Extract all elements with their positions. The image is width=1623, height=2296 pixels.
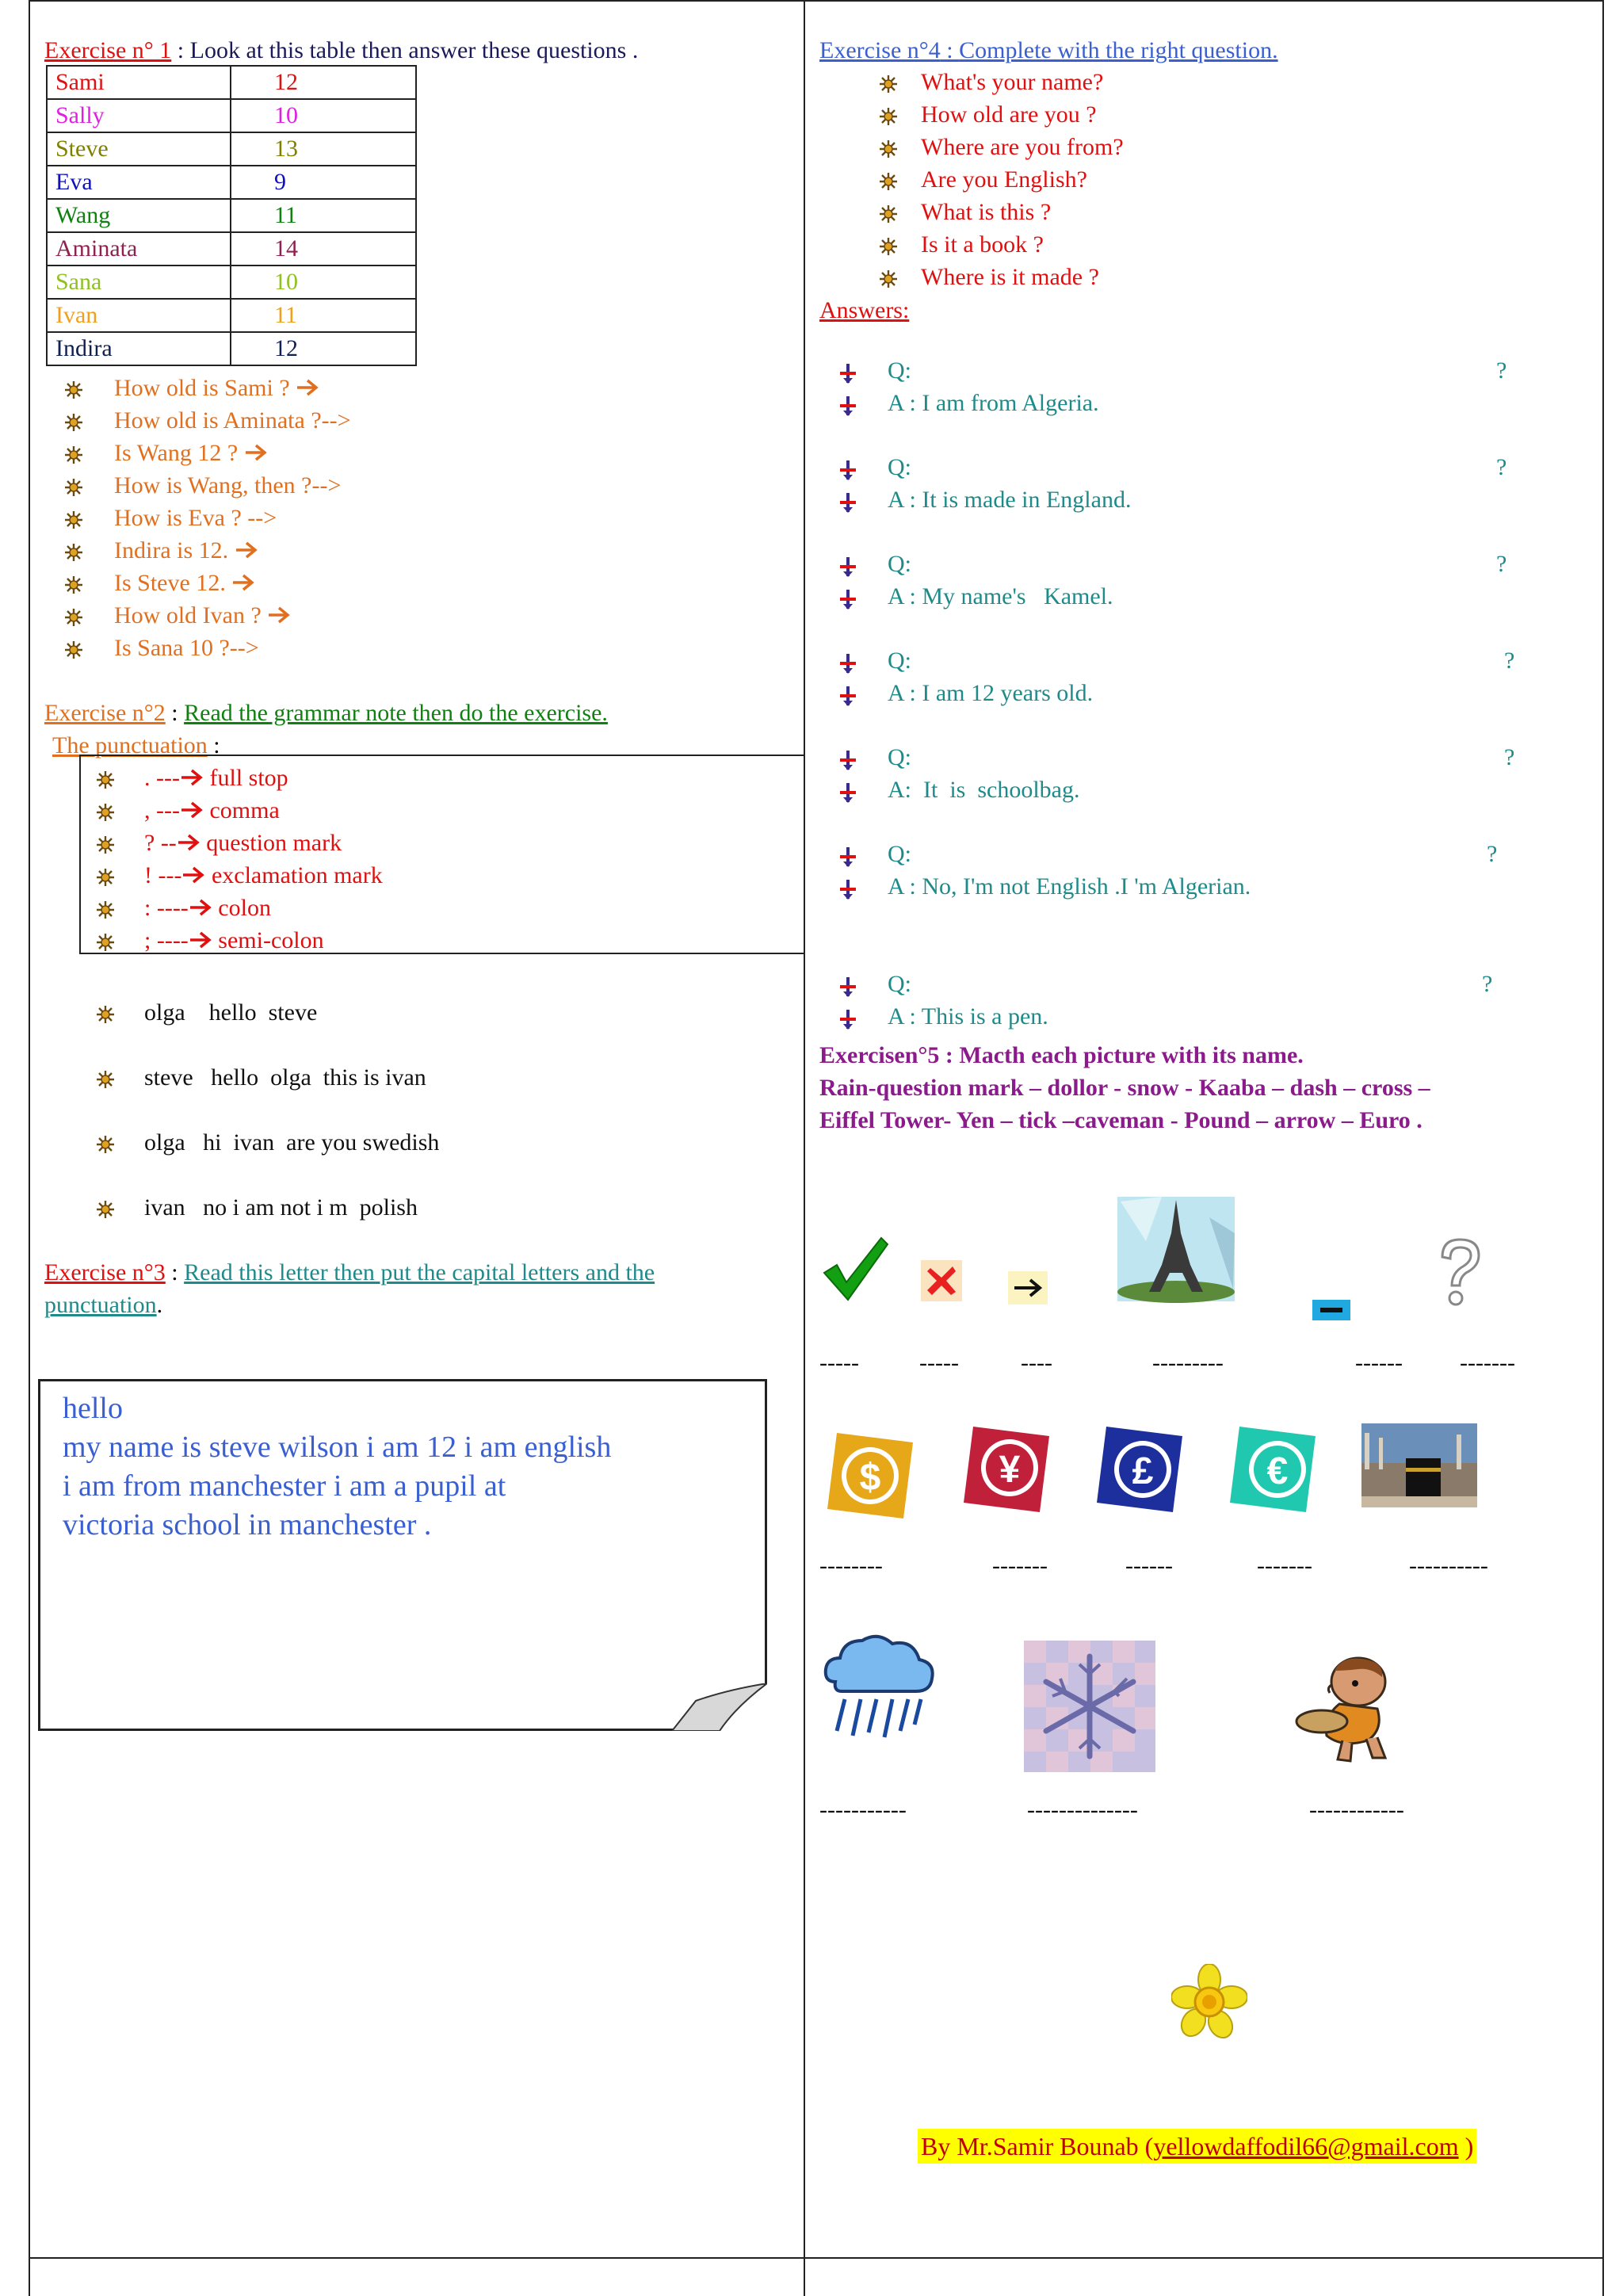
question-prefix: Q: bbox=[888, 744, 911, 770]
star-bullet-icon bbox=[878, 266, 899, 287]
ages-table-row bbox=[47, 332, 416, 365]
student-name: Sally bbox=[47, 99, 231, 132]
ages-table-row bbox=[47, 166, 416, 199]
student-age: 14 bbox=[231, 232, 416, 266]
answer-line bbox=[819, 678, 1093, 710]
right-arrow-icon bbox=[189, 926, 212, 946]
right-arrow-icon bbox=[244, 439, 268, 458]
answer-blank[interactable]: ------- bbox=[1460, 1350, 1515, 1376]
answer-text: A : My name's Kamel. bbox=[888, 583, 1113, 609]
star-bullet-icon bbox=[878, 234, 899, 254]
ages-table-row bbox=[47, 232, 416, 266]
student-name: Sana bbox=[47, 266, 231, 299]
ex4-question-item-text: What is this ? bbox=[921, 199, 1052, 225]
star-bullet-icon bbox=[95, 767, 116, 788]
exercise-4-title: Complete with the right question. bbox=[959, 37, 1278, 63]
star-bullet-icon bbox=[95, 832, 116, 853]
answer-line bbox=[819, 774, 1079, 807]
exercise-2-heading bbox=[44, 697, 608, 729]
ages-table-row bbox=[47, 66, 416, 99]
letter-line: i am from manchester i am a pupil at bbox=[63, 1469, 506, 1503]
punctuation-line bbox=[144, 762, 288, 794]
pound-symbol: £ bbox=[1132, 1450, 1154, 1492]
question-mark: ? bbox=[1496, 454, 1507, 480]
question-mark: ? bbox=[1487, 841, 1498, 867]
question-item-text: How old Ivan ? bbox=[114, 600, 291, 632]
colon: : bbox=[207, 732, 220, 758]
author-credit bbox=[918, 2129, 1476, 2164]
answer-blank[interactable]: ---- bbox=[1021, 1350, 1052, 1376]
question-line bbox=[819, 548, 1507, 581]
star-bullet-icon bbox=[63, 410, 84, 430]
student-age: 10 bbox=[231, 266, 416, 299]
ages-table-row bbox=[47, 99, 416, 132]
qa-pair bbox=[819, 355, 1507, 420]
exercise-4-heading bbox=[819, 35, 1278, 67]
pin-bullet-icon bbox=[837, 651, 859, 674]
right-arrow-icon bbox=[180, 764, 204, 783]
answer-blank[interactable]: -------------- bbox=[1027, 1797, 1138, 1823]
question-mark: ? bbox=[1482, 971, 1493, 997]
answer-line bbox=[819, 388, 1099, 420]
dollar-icon bbox=[821, 1427, 919, 1525]
punctuation-name: question mark bbox=[200, 830, 342, 856]
right-arrow-icon bbox=[267, 602, 291, 621]
punctuation-name: full stop bbox=[203, 765, 288, 791]
student-name: Eva bbox=[47, 166, 231, 199]
right-arrow-icon bbox=[181, 861, 205, 881]
star-bullet-icon bbox=[878, 201, 899, 222]
yen-symbol: ¥ bbox=[999, 1449, 1021, 1491]
separator: : bbox=[940, 37, 960, 63]
ex4-question-item-text: Are you English? bbox=[921, 166, 1087, 193]
star-bullet-icon bbox=[95, 1132, 116, 1152]
answer-blank[interactable]: -------- bbox=[819, 1553, 883, 1579]
answer-blank[interactable]: ------------ bbox=[1309, 1797, 1404, 1823]
exercise-2-label: Exercise n°2 bbox=[44, 700, 166, 726]
right-arrow-icon bbox=[177, 829, 200, 848]
euro-symbol: € bbox=[1266, 1450, 1289, 1492]
punctuation-name: semi-colon bbox=[212, 927, 324, 953]
answer-blank[interactable]: ------- bbox=[992, 1553, 1048, 1579]
student-name: Ivan bbox=[47, 299, 231, 332]
daffodil-icon bbox=[1171, 1964, 1247, 2040]
question-line bbox=[819, 968, 1493, 1001]
caveman-icon bbox=[1295, 1653, 1401, 1764]
star-bullet-icon bbox=[95, 865, 116, 885]
letter-line: victoria school in manchester . bbox=[63, 1508, 432, 1541]
ages-table-row bbox=[47, 266, 416, 299]
exercise-3-title-line-2: punctuation bbox=[44, 1292, 157, 1318]
question-item-text: Is Wang 12 ? bbox=[114, 437, 268, 469]
answer-line bbox=[819, 484, 1131, 517]
punctuation-line bbox=[144, 860, 383, 892]
punctuation-symbol: . --- bbox=[144, 765, 180, 791]
answer-text: A: It is schoolbag. bbox=[888, 777, 1080, 803]
exercise-2-title: Read the grammar note then do the exercise. bbox=[184, 700, 608, 726]
star-bullet-icon bbox=[63, 605, 84, 625]
answer-blank[interactable]: ----- bbox=[819, 1350, 859, 1376]
exercise-3-heading bbox=[44, 1257, 655, 1289]
exercise-3-heading-cont bbox=[44, 1289, 162, 1321]
credit-suffix: ) bbox=[1458, 2132, 1474, 2160]
student-name: Steve bbox=[47, 132, 231, 166]
exercise-5-words-line-2: Eiffel Tower- Yen – tick –caveman - Pound – arrow – Euro . bbox=[819, 1107, 1423, 1133]
arrow-icon bbox=[1008, 1271, 1048, 1305]
pin-bullet-icon bbox=[837, 1007, 859, 1030]
answer-blank[interactable]: ----------- bbox=[819, 1797, 907, 1823]
punctuation-line bbox=[144, 827, 342, 859]
cross-icon bbox=[919, 1259, 964, 1303]
star-bullet-icon bbox=[63, 377, 84, 398]
answer-text: A : This is a pen. bbox=[888, 1003, 1048, 1030]
right-arrow-icon bbox=[296, 374, 319, 393]
punctuation-symbol: : ---- bbox=[144, 895, 189, 921]
answer-blank[interactable]: ------- bbox=[1257, 1553, 1312, 1579]
tick-icon bbox=[819, 1233, 891, 1305]
star-bullet-icon bbox=[95, 800, 116, 820]
ex4-question-item-text: Is it a book ? bbox=[921, 231, 1044, 258]
qa-pair bbox=[819, 968, 1493, 1033]
right-arrow-icon bbox=[180, 797, 204, 816]
qa-pair bbox=[819, 645, 1515, 710]
pin-bullet-icon bbox=[837, 587, 859, 609]
sentence-text: ivan no i am not i m polish bbox=[144, 1194, 418, 1221]
punctuation-symbol: ! --- bbox=[144, 862, 182, 888]
answer-line bbox=[819, 581, 1113, 613]
euro-icon bbox=[1224, 1420, 1322, 1519]
question-prefix: Q: bbox=[888, 454, 911, 480]
punctuation-name: colon bbox=[212, 895, 271, 921]
punctuation-line bbox=[144, 925, 324, 957]
question-prefix: Q: bbox=[888, 648, 911, 674]
question-line bbox=[819, 452, 1507, 484]
student-age: 10 bbox=[231, 99, 416, 132]
answer-blank[interactable]: ---------- bbox=[1409, 1553, 1488, 1579]
question-prefix: Q: bbox=[888, 971, 911, 997]
ages-table-row bbox=[47, 299, 416, 332]
question-item-text: How old is Sami ? bbox=[114, 372, 319, 404]
student-name: Aminata bbox=[47, 232, 231, 266]
punctuation-name: comma bbox=[203, 797, 280, 823]
star-bullet-icon bbox=[63, 507, 84, 528]
star-bullet-icon bbox=[95, 930, 116, 950]
ex4-question-item-text: How old are you ? bbox=[921, 101, 1097, 128]
separator: : bbox=[165, 1259, 185, 1286]
question-mark: ? bbox=[1496, 551, 1507, 577]
sentence-text: steve hello olga this is ivan bbox=[144, 1064, 426, 1091]
pin-bullet-icon bbox=[837, 458, 859, 480]
snow-icon bbox=[1024, 1641, 1155, 1772]
pin-bullet-icon bbox=[837, 394, 859, 416]
star-bullet-icon bbox=[95, 1002, 116, 1022]
star-bullet-icon bbox=[878, 169, 899, 189]
exercise-3-label: Exercise n°3 bbox=[44, 1259, 166, 1286]
student-age: 12 bbox=[231, 66, 416, 99]
qa-pair bbox=[819, 452, 1507, 517]
student-age: 12 bbox=[231, 332, 416, 365]
dash-icon bbox=[1312, 1300, 1350, 1320]
star-bullet-icon bbox=[878, 71, 899, 92]
question-mark: ? bbox=[1496, 357, 1507, 384]
answer-line bbox=[819, 871, 1251, 904]
star-bullet-icon bbox=[878, 104, 899, 124]
punctuation-name: exclamation mark bbox=[205, 862, 383, 888]
question-prefix: Q: bbox=[888, 357, 911, 384]
star-bullet-icon bbox=[95, 897, 116, 918]
right-arrow-icon bbox=[231, 569, 255, 588]
punctuation-line bbox=[144, 892, 271, 924]
answer-text: A : It is made in England. bbox=[888, 487, 1132, 513]
letter-text bbox=[63, 1389, 611, 1545]
punctuation-symbol: , --- bbox=[144, 797, 180, 823]
ages-table bbox=[46, 65, 417, 366]
pin-bullet-icon bbox=[837, 491, 859, 513]
punctuation-note-title: The punctuation bbox=[52, 732, 208, 758]
rain-icon bbox=[819, 1626, 938, 1745]
sentence-text: olga hi ivan are you swedish bbox=[144, 1129, 440, 1156]
star-bullet-icon bbox=[878, 136, 899, 157]
student-age: 13 bbox=[231, 132, 416, 166]
student-age: 11 bbox=[231, 299, 416, 332]
eiffel-tower-icon bbox=[1114, 1194, 1238, 1305]
answer-blank[interactable]: ------ bbox=[1125, 1553, 1173, 1579]
ex4-question-item-text: What's your name? bbox=[921, 69, 1104, 95]
star-bullet-icon bbox=[95, 1197, 116, 1217]
dollar-symbol: $ bbox=[859, 1457, 881, 1499]
question-line bbox=[819, 742, 1515, 774]
full-stop: . bbox=[156, 1292, 163, 1318]
question-line bbox=[819, 355, 1507, 388]
punctuation-symbol: ? -- bbox=[144, 830, 177, 856]
pin-bullet-icon bbox=[837, 748, 859, 770]
answer-blank[interactable]: ------ bbox=[1355, 1350, 1403, 1376]
letter-line: hello bbox=[63, 1392, 123, 1425]
pin-bullet-icon bbox=[837, 361, 859, 384]
answer-text: A : I am from Algeria. bbox=[888, 390, 1099, 416]
star-bullet-icon bbox=[63, 572, 84, 593]
pin-bullet-icon bbox=[837, 845, 859, 867]
qa-pair bbox=[819, 548, 1507, 613]
student-name: Indira bbox=[47, 332, 231, 365]
punctuation-symbol: ; ---- bbox=[144, 927, 189, 953]
exercise-1-label: Exercise n° 1 bbox=[44, 37, 172, 63]
star-bullet-icon bbox=[95, 1067, 116, 1087]
letter-box bbox=[38, 1379, 767, 1731]
question-item-text: How old is Aminata ?--> bbox=[114, 407, 351, 434]
author-email-link[interactable]: yellowdaffodil66@gmail.com bbox=[1153, 2132, 1459, 2160]
separator: : bbox=[171, 37, 190, 63]
question-mark: ? bbox=[1504, 744, 1515, 770]
qa-pair bbox=[819, 839, 1498, 904]
question-prefix: Q: bbox=[888, 551, 911, 577]
student-age: 9 bbox=[231, 166, 416, 199]
letter-line: my name is steve wilson i am 12 i am english bbox=[63, 1431, 612, 1464]
question-item-text: Is Sana 10 ?--> bbox=[114, 635, 259, 661]
student-name: Sami bbox=[47, 66, 231, 99]
answers-label: Answers: bbox=[819, 297, 910, 323]
question-item-text: How is Wang, then ?--> bbox=[114, 472, 342, 499]
kaaba-icon bbox=[1361, 1423, 1477, 1507]
question-line bbox=[819, 839, 1498, 871]
answer-blank[interactable]: ----- bbox=[919, 1350, 959, 1376]
answer-text: A : I am 12 years old. bbox=[888, 680, 1094, 706]
ages-table-row bbox=[47, 132, 416, 166]
exercise-5-words-line-1: Rain-question mark – dollor - snow - Kaaba – dash – cross – bbox=[819, 1075, 1430, 1101]
separator: : bbox=[165, 700, 185, 726]
exercise-1-title: Look at this table then answer these questions . bbox=[189, 37, 639, 63]
right-arrow-icon bbox=[189, 894, 212, 913]
student-age: 11 bbox=[231, 199, 416, 232]
pin-bullet-icon bbox=[837, 877, 859, 900]
ex4-question-item-text: Where is it made ? bbox=[921, 264, 1099, 290]
question-prefix: Q: bbox=[888, 841, 911, 867]
exercise-5-title: Exercisen°5 : Macth each picture with its name. bbox=[819, 1042, 1304, 1068]
punctuation-line bbox=[144, 795, 280, 827]
yen-icon bbox=[957, 1420, 1056, 1519]
sentence-text: olga hello steve bbox=[144, 999, 318, 1026]
question-item-text: How is Eva ? --> bbox=[114, 505, 277, 531]
student-name: Wang bbox=[47, 199, 231, 232]
qa-pair bbox=[819, 742, 1515, 807]
answer-line bbox=[819, 1001, 1048, 1033]
pin-bullet-icon bbox=[837, 684, 859, 706]
pin-bullet-icon bbox=[837, 555, 859, 577]
pin-bullet-icon bbox=[837, 975, 859, 997]
page-curl-icon bbox=[672, 1683, 767, 1731]
answer-text: A : No, I'm not English .I 'm Algerian. bbox=[888, 873, 1251, 900]
ex4-question-item-text: Where are you from? bbox=[921, 134, 1124, 160]
question-item-text: Is Steve 12. bbox=[114, 567, 255, 599]
question-mark: ? bbox=[1504, 648, 1515, 674]
answer-blank[interactable]: --------- bbox=[1152, 1350, 1224, 1376]
exercise-3-title-line-1: Read this letter then put the capital letters and the bbox=[184, 1259, 655, 1286]
question-item-text: Indira is 12. bbox=[114, 535, 258, 567]
exercise-4-label: Exercise n°4 bbox=[819, 37, 941, 63]
exercise-1-heading bbox=[44, 35, 638, 67]
question-line bbox=[819, 645, 1515, 678]
column-divider bbox=[804, 0, 805, 2296]
pound-icon bbox=[1090, 1420, 1189, 1519]
star-bullet-icon bbox=[63, 442, 84, 463]
star-bullet-icon bbox=[63, 475, 84, 495]
star-bullet-icon bbox=[63, 540, 84, 560]
credit-prefix: By Mr.Samir Bounab ( bbox=[921, 2132, 1154, 2160]
right-arrow-icon bbox=[235, 537, 258, 556]
question-mark-icon bbox=[1431, 1235, 1487, 1311]
ages-table-row bbox=[47, 199, 416, 232]
pin-bullet-icon bbox=[837, 781, 859, 803]
bottom-divider bbox=[29, 2257, 1604, 2259]
star-bullet-icon bbox=[63, 637, 84, 658]
